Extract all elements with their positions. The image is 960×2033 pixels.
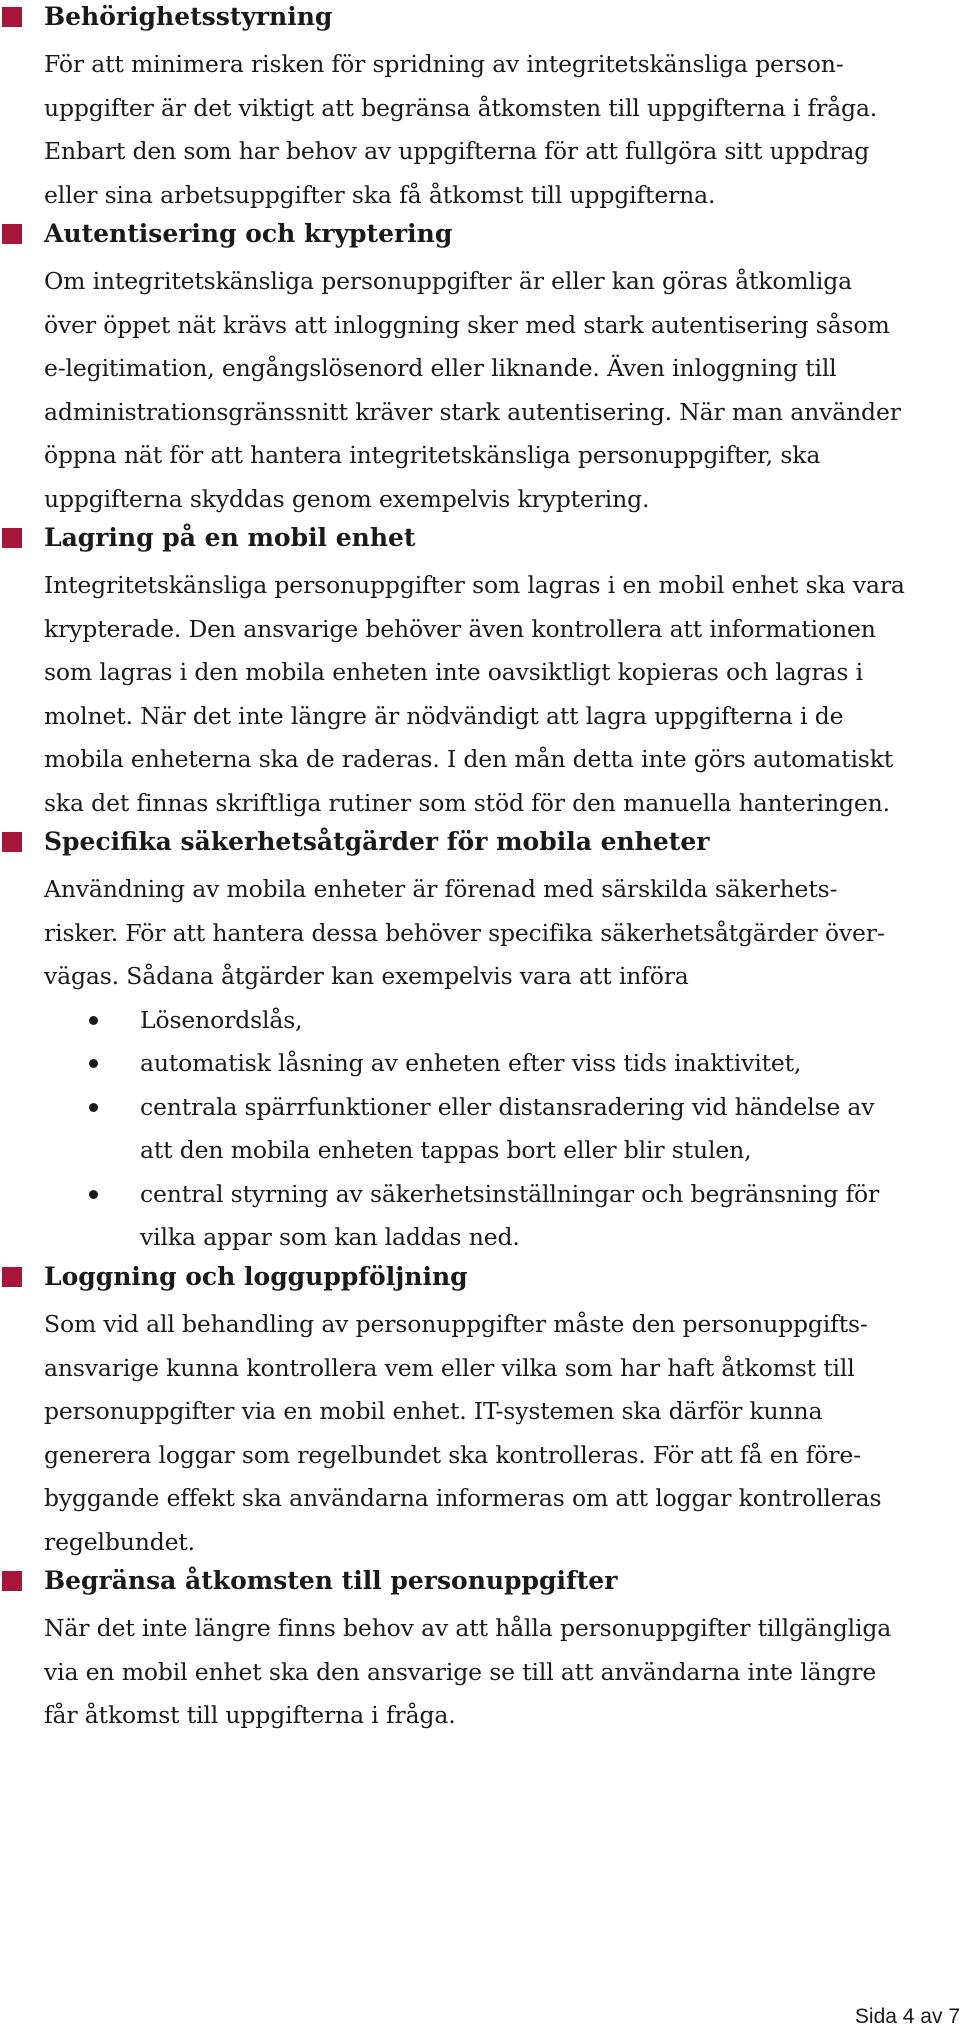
section-heading-row bbox=[0, 825, 960, 868]
section-heading-row bbox=[0, 521, 960, 564]
section-loggning bbox=[0, 1260, 960, 1564]
paragraph-line: vägas. Sådana åtgärder kan exempelvis vara att införa bbox=[44, 962, 689, 990]
section-begransa-atkomst bbox=[0, 1564, 960, 1738]
page-number: Sida 4 av 7 bbox=[854, 2005, 960, 2028]
section-heading: Begränsa åtkomsten till personuppgifter bbox=[44, 1566, 618, 1595]
paragraph-line: När det inte längre finns behov av att hålla personuppgifter tillgängliga bbox=[44, 1614, 892, 1642]
section-behorighetsstyrning bbox=[0, 0, 960, 217]
bullet-dot-icon bbox=[89, 1059, 98, 1068]
paragraph-line: byggande effekt ska användarna informeras om att loggar kontrolleras bbox=[44, 1484, 882, 1512]
paragraph-line: får åtkomst till uppgifterna i fråga. bbox=[44, 1701, 456, 1729]
bullet-dot-icon bbox=[89, 1190, 98, 1199]
paragraph-line: ansvarige kunna kontrollera vem eller vilka som har haft åtkomst till bbox=[44, 1353, 855, 1382]
list-item-line: automatisk låsning av enheten efter viss tids inaktivitet, bbox=[140, 1049, 802, 1077]
paragraph-line: molnet. När det inte längre är nödvändigt att lagra uppgifterna i de bbox=[44, 701, 844, 730]
section-heading-row bbox=[0, 217, 960, 260]
list-item-line: vilka appar som kan laddas ned. bbox=[140, 1223, 520, 1251]
list-item bbox=[0, 1173, 960, 1260]
paragraph-line: personuppgifter via en mobil enhet. IT-systemen ska därför kunna bbox=[44, 1397, 823, 1425]
section-heading: Behörighetsstyrning bbox=[44, 2, 333, 31]
bullet-dot-icon bbox=[89, 1103, 98, 1112]
section-heading: Loggning och logguppföljning bbox=[44, 1262, 468, 1291]
paragraph-line: Användning av mobila enheter är förenad med särskilda säkerhets- bbox=[44, 875, 838, 903]
section-autentisering bbox=[0, 217, 960, 521]
paragraph-line: Enbart den som har behov av uppgifterna för att fullgöra sitt uppdrag bbox=[44, 137, 870, 165]
list-item-line: centrala spärrfunktioner eller distansradering vid händelse av bbox=[140, 1092, 875, 1121]
section-heading: Lagring på en mobil enhet bbox=[44, 523, 416, 552]
paragraph-line: administrationsgränssnitt kräver stark autentisering. När man använder bbox=[44, 397, 901, 426]
paragraph-line: regelbundet. bbox=[44, 1527, 195, 1556]
section-heading: Autentisering och kryptering bbox=[44, 219, 453, 248]
square-bullet-icon bbox=[2, 832, 22, 852]
paragraph-line: Som vid all behandling av personuppgifter måste den personuppgifts- bbox=[44, 1310, 868, 1338]
section-heading: Specifika säkerhetsåtgärder för mobila enheter bbox=[44, 827, 710, 856]
list-item bbox=[0, 1042, 960, 1086]
paragraph-line: eller sina arbetsuppgifter ska få åtkomst till uppgifterna. bbox=[44, 180, 716, 209]
paragraph-line: risker. För att hantera dessa behöver specifika säkerhetsåtgärder över- bbox=[44, 918, 885, 947]
square-bullet-icon bbox=[2, 528, 22, 548]
square-bullet-icon bbox=[2, 7, 22, 27]
section-heading-row bbox=[0, 1260, 960, 1303]
paragraph-line: via en mobil enhet ska den ansvarige se till att användarna inte längre bbox=[44, 1657, 877, 1686]
list-item bbox=[0, 999, 960, 1043]
paragraph-line: ska det finnas skriftliga rutiner som stöd för den manuella hanteringen. bbox=[44, 788, 890, 817]
list-item-line: Lösenordslås, bbox=[140, 1005, 303, 1034]
section-sakerhetsatgarder bbox=[0, 825, 960, 1260]
square-bullet-icon bbox=[2, 1267, 22, 1287]
paragraph-line: För att minimera risken för spridning av integritetskänsliga person- bbox=[44, 50, 844, 78]
bullet-dot-icon bbox=[89, 1016, 98, 1025]
paragraph-line: krypterade. Den ansvarige behöver även kontrollera att informationen bbox=[44, 614, 876, 643]
section-lagring bbox=[0, 521, 960, 825]
list-item-line: att den mobila enheten tappas bort eller blir stulen, bbox=[140, 1136, 752, 1164]
paragraph-line: över öppet nät krävs att inloggning sker med stark autentisering såsom bbox=[44, 310, 890, 339]
list-item bbox=[0, 1086, 960, 1173]
list-item-line: central styrning av säkerhetsinställningar och begränsning för bbox=[140, 1179, 880, 1208]
square-bullet-icon bbox=[2, 1571, 22, 1591]
paragraph-line: uppgifter är det viktigt att begränsa åtkomsten till uppgifterna i fråga. bbox=[44, 93, 878, 122]
section-heading-row bbox=[0, 1564, 960, 1607]
paragraph-line: uppgifterna skyddas genom exempelvis kryptering. bbox=[44, 484, 650, 513]
paragraph-line: generera loggar som regelbundet ska kontrolleras. För att få en före- bbox=[44, 1440, 861, 1469]
paragraph-line: e-legitimation, engångslösenord eller liknande. Även inloggning till bbox=[44, 354, 837, 382]
square-bullet-icon bbox=[2, 224, 22, 244]
section-heading-row bbox=[0, 0, 960, 43]
paragraph-line: som lagras i den mobila enheten inte oavsiktligt kopieras och lagras i bbox=[44, 658, 863, 686]
paragraph-line: öppna nät för att hantera integritetskänsliga personuppgifter, ska bbox=[44, 441, 821, 469]
paragraph-line: Om integritetskänsliga personuppgifter är eller kan göras åtkomliga bbox=[44, 267, 852, 295]
paragraph-line: mobila enheterna ska de raderas. I den mån detta inte görs automatiskt bbox=[44, 745, 894, 773]
paragraph-line: Integritetskänsliga personuppgifter som lagras i en mobil enhet ska vara bbox=[44, 571, 905, 599]
